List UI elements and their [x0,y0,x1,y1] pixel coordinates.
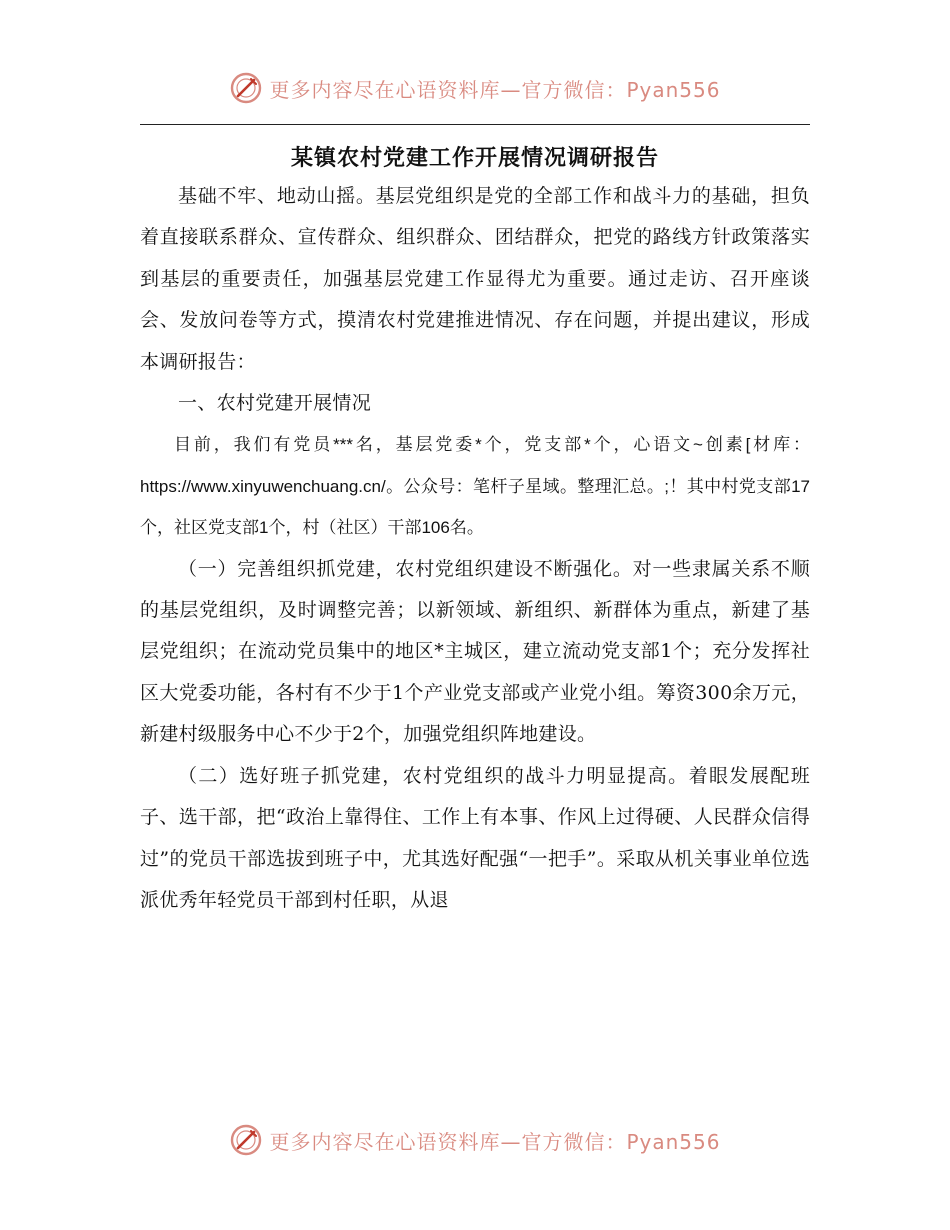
document-title: 某镇农村党建工作开展情况调研报告 [290,144,659,171]
paragraph-subsection-2: （二）选好班子抓党建，农村党组织的战斗力明显提高。着眼发展配班子、选干部，把“政治上靠得住、工作上有本事、作风上过得硬、人民群众信得过”的党员干部选拔到班子中，尤其选好配强“一把手”。采取从机关事业单位选派优秀年轻党员干部到村任职，从退 [140,764,810,911]
header-banner-text: 更多内容尽在心语资料库—官方微信：Pyan556 [269,77,721,102]
seal-logo-icon [229,71,263,105]
footer-banner [0,1120,950,1160]
section-heading-1: 一、农村党建开展情况 [178,392,372,415]
seal-logo-icon [229,1123,263,1157]
paragraph-subsection-1: （一）完善组织抓党建，农村党组织建设不断强化。对一些隶属关系不顺的基层党组织，及时调整完善；以新领域、新组织、新群体为重点，新建了基层党组织；在流动党员集中的地区*主城区，建立流动党支部1个；充分发挥社区大党委功能，各村有不少于1个产业党支部或产业党小组。筹资300余万元，新建村级服务中心不少于2个，加强党组织阵地建设。 [140,557,810,746]
footer-banner-text: 更多内容尽在心语资料库—官方微信：Pyan556 [269,1129,721,1154]
paragraph-intro: 基础不牢、地动山摇。基层党组织是党的全部工作和战斗力的基础，担负着直接联系群众、宣传群众、组织群众、团结群众，把党的路线方针政策落实到基层的重要责任，加强基层党建工作显得尤为重要。通过走访、召开座谈会、发放问卷等方式，摸清农村党建推进情况、存在问题，并提出建议，形成本调研报告： [140,185,810,373]
header-banner [0,68,950,108]
header-divider [140,124,810,125]
paragraph-stats: 目前，我们有党员***名，基层党委*个，党支部*个，心语文~创素[材库：https://www.xinyuwenchuang.cn/。公众号：笔杆子星域。整理汇总。;！其中村党支部17个，社区党支部1个，村（社区）干部106名。 [140,435,810,538]
document-body [140,176,810,921]
